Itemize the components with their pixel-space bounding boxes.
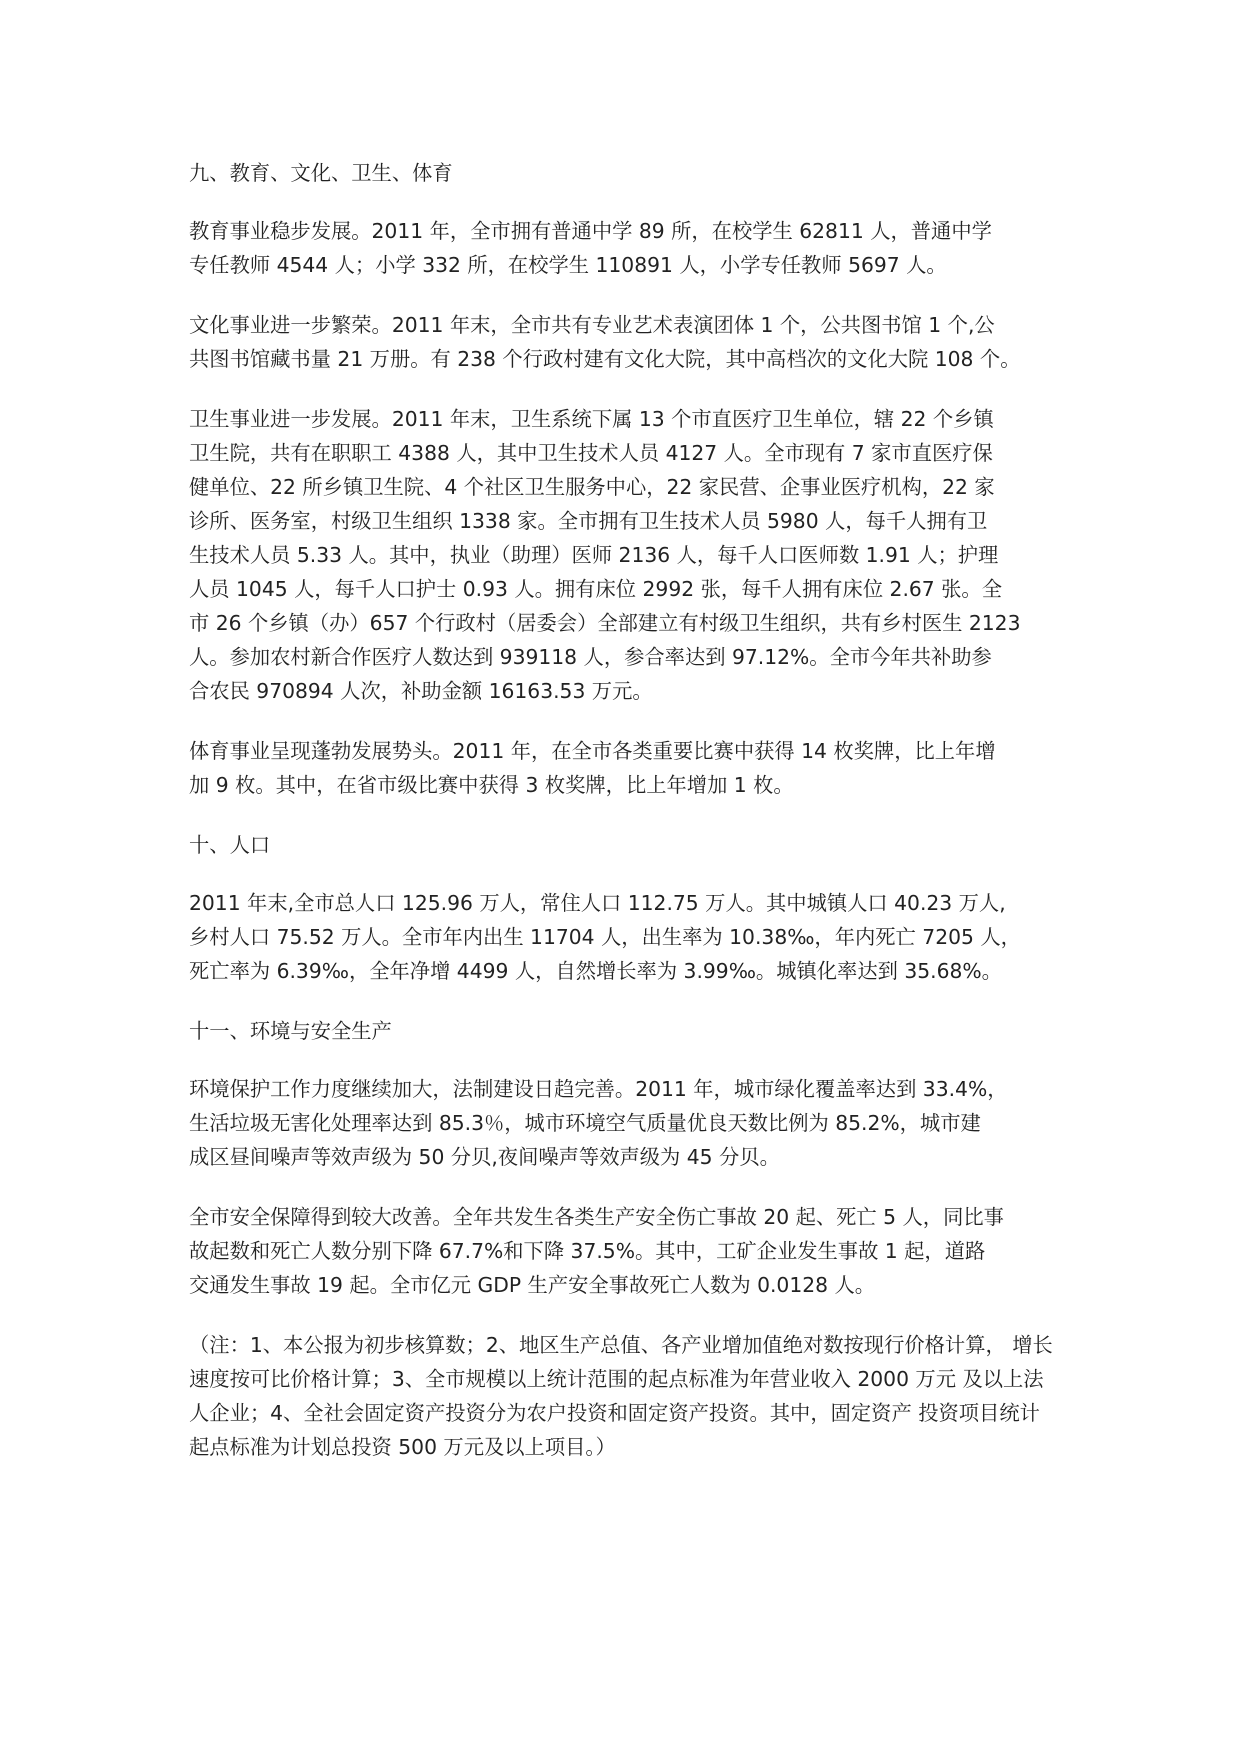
document-page	[189, 156, 1059, 1464]
paragraph-education: 教育事业稳步发展。2011 年，全市拥有普通中学 89 所，在校学生 62811 人，普通中学 专任教师 4544 人；小学 332 所，在校学生 110891 人，小学专任教师 5697 人。	[189, 219, 992, 277]
section-heading-education-culture-health-sports: 九、教育、文化、卫生、体育	[189, 161, 453, 185]
paragraph-sports: 体育事业呈现蓬勃发展势头。2011 年，在全市各类重要比赛中获得 14 枚奖牌，比上年增 加 9 枚。其中，在省市级比赛中获得 3 枚奖牌，比上年增加 1 枚。	[189, 739, 996, 797]
paragraph-note: （注：1、本公报为初步核算数；2、地区生产总值、各产业增加值绝对数按现行价格计算， 增长速度按可比价格计算；3、全市规模以上统计范围的起点标准为年营业收入 2000 万元 及以上法人企业；4、全社会固定资产投资分为农户投资和固定资产投资。其中，固定资产 投资项目统计起点标准为计划总投资 500 万元及以上项目。）	[189, 1333, 1053, 1459]
paragraph-population: 2011 年末,全市总人口 125.96 万人，常住人口 112.75 万人。其中城镇人口 40.23 万人, 乡村人口 75.52 万人。全市年内出生 11704 人，出生率为 10.38‰，年内死亡 7205 人， 死亡率为 6.39‰，全年净增 4499 人，自然增长率为 3.99‰。城镇化率达到 35.68%。	[189, 891, 1021, 983]
section-heading-population: 十、人口	[189, 833, 271, 857]
paragraph-health: 卫生事业进一步发展。2011 年末，卫生系统下属 13 个市直医疗卫生单位，辖 22 个乡镇 卫生院，共有在职职工 4388 人，其中卫生技术人员 4127 人。全市现有 7 家市直医疗保 健单位、22 所乡镇卫生院、4 个社区卫生服务中心，22 家民营、企事业医疗机构，22 家 诊所、医务室，村级卫生组织 1338 家。全市拥有卫生技术人员 5980 人，每千人拥有卫 生技术人员 5.33 人。其中，执业（助理）医师 2136 人，每千人口医师数 1.91 人；护理 人员 1045 人，每千人口护士 0.93 人。拥有床位 2992 张，每千人拥有床位 2.67 张。全 市 26 个乡镇（办）657 个行政村（居委会）全部建立有村级卫生组织，共有乡村医生 2123 人。参加农村新合作医疗人数达到 939118 人，参合率达到 97.12%。全市今年共补助参 合农民 970894 人次，补助金额 16163.53 万元。	[189, 407, 1021, 703]
section-heading-environment-safety: 十一、环境与安全生产	[189, 1019, 392, 1043]
paragraph-culture: 文化事业进一步繁荣。2011 年末，全市共有专业艺术表演团体 1 个，公共图书馆 1 个,公 共图书馆藏书量 21 万册。有 238 个行政村建有文化大院，其中高档次的文化大院 108 个。	[189, 313, 1021, 371]
paragraph-safety: 全市安全保障得到较大改善。全年共发生各类生产安全伤亡事故 20 起、死亡 5 人，同比事 故起数和死亡人数分别下降 67.7%和下降 37.5%。其中，工矿企业发生事故 1 起，道路 交通发生事故 19 起。全市亿元 GDP 生产安全事故死亡人数为 0.0128 人。	[189, 1205, 1004, 1297]
paragraph-environment: 环境保护工作力度继续加大，法制建设日趋完善。2011 年，城市绿化覆盖率达到 33.4%， 生活垃圾无害化处理率达到 85.3％，城市环境空气质量优良天数比例为 85.2%，城市建 成区昼间噪声等效声级为 50 分贝,夜间噪声等效声级为 45 分贝。	[189, 1077, 1008, 1169]
